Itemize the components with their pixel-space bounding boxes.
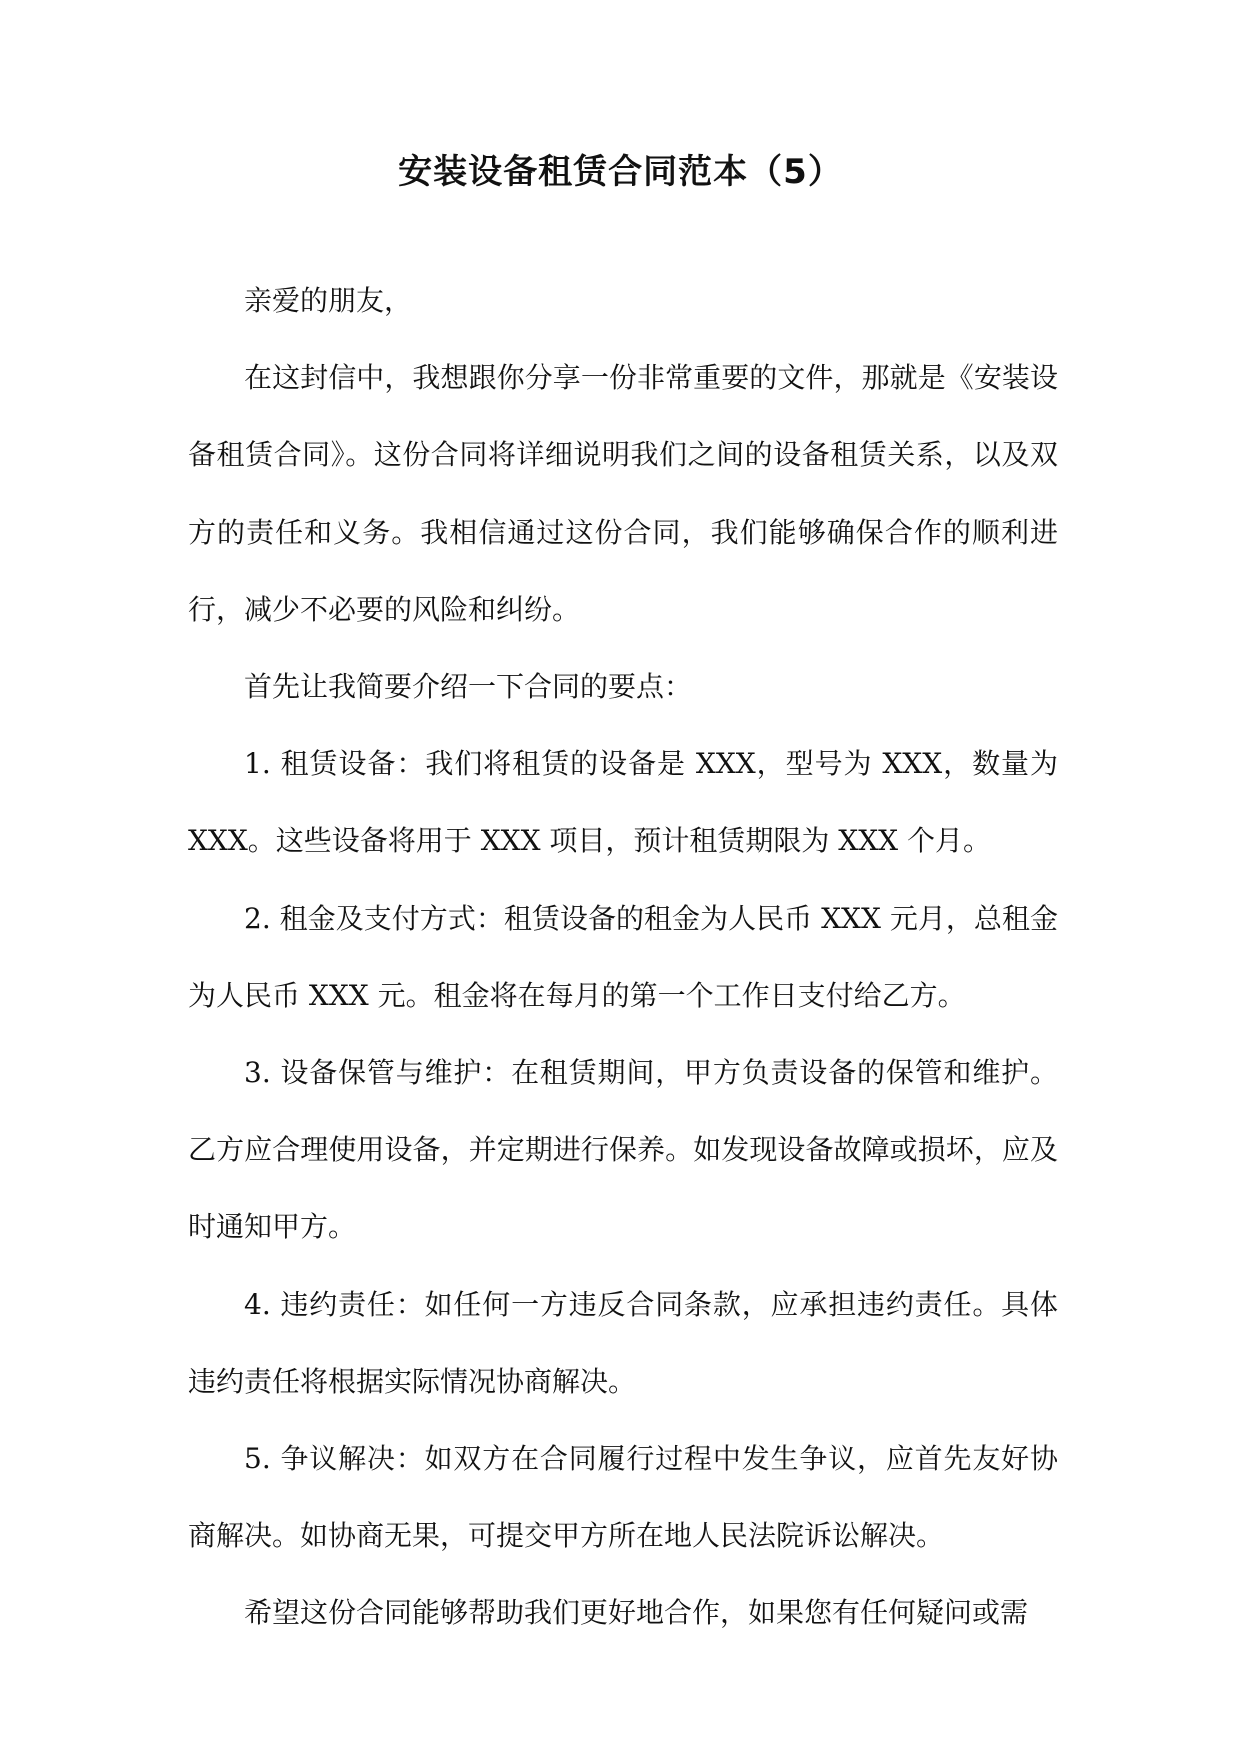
clause-5: 5. 争议解决：如双方在合同履行过程中发生争议，应首先友好协商解决。如协商无果，可提交甲方所在地人民法院诉讼解决。: [188, 1442, 1058, 1553]
greeting: 亲爱的朋友，: [244, 284, 413, 317]
clause-3: 3. 设备保管与维护：在租赁期间，甲方负责设备的保管和维护。乙方应合理使用设备，并定期进行保养。如发现设备故障或损坏，应及时通知甲方。: [188, 1056, 1058, 1244]
paragraph-closing: 希望这份合同能够帮助我们更好地合作，如果您有任何疑问或需: [244, 1596, 1029, 1630]
clause-1: 1. 租赁设备：我们将租赁的设备是 XXX，型号为 XXX，数量为 XXX。这些设备将用于 XXX 项目，预计租赁期限为 XXX 个月。: [188, 747, 1058, 858]
clause-2: 2. 租金及支付方式：租赁设备的租金为人民币 XXX 元月，总租金为人民币 XXX 元。租金将在每月的第一个工作日支付给乙方。: [188, 901, 1058, 1012]
document-title: 安装设备租赁合同范本（5）: [398, 152, 843, 192]
paragraph-intro: 在这封信中，我想跟你分享一份非常重要的文件，那就是《安装设备租赁合同》。这份合同将详细说明我们之间的设备租赁关系，以及双方的责任和义务。我相信通过这份合同，我们能够确保合作的顺利进行，减少不必要的风险和纠纷。: [188, 361, 1058, 626]
clause-4: 4. 违约责任：如任何一方违反合同条款，应承担违约责任。具体违约责任将根据实际情况协商解决。: [188, 1287, 1058, 1398]
document-body: [188, 262, 1058, 1652]
paragraph-summary-lead: 首先让我简要介绍一下合同的要点：: [244, 670, 693, 704]
